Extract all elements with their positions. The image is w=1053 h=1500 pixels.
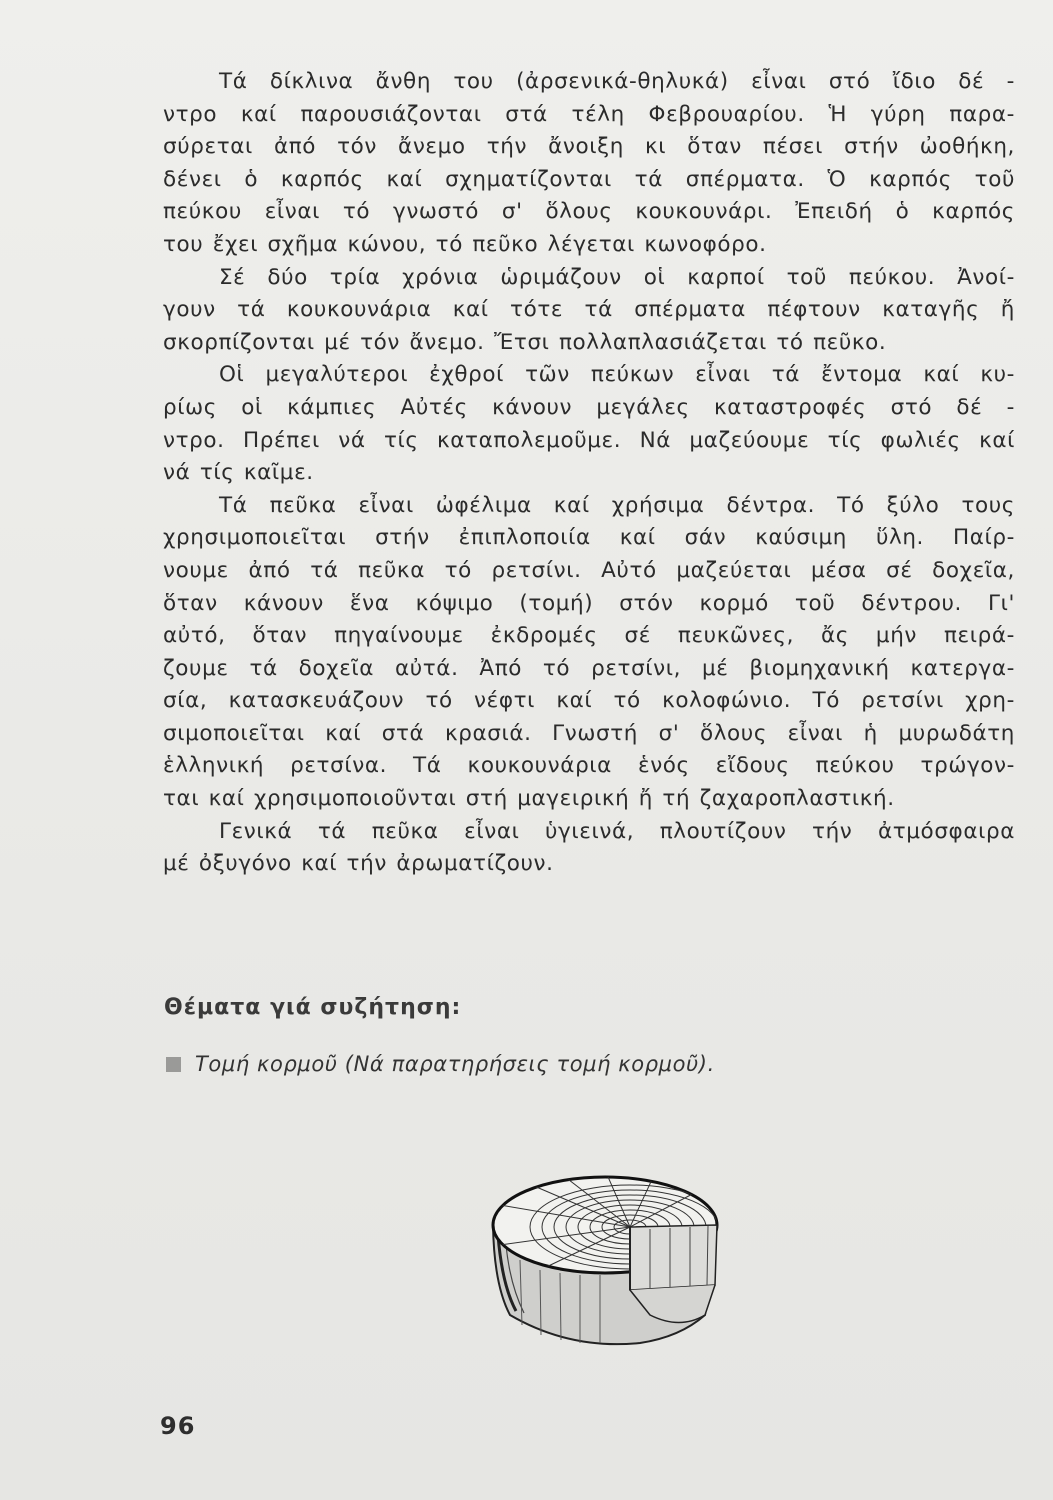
cut-wedge [630, 1225, 717, 1290]
body-line: πεύκου εἶναι τό γνωστό σ' ὅλους κουκουνάρι. Ἐπειδή ὁ καρπός [163, 199, 1015, 225]
body-line: σιμοποιεῖται καί στά κρασιά. Γνωστή σ' ὅλους εἶναι ἡ μυρωδάτη [163, 720, 1015, 746]
body-line: ζουμε τά δοχεῖα αὐτά. Ἀπό τό ρετσίνι, μέ βιομηχανική κατεργα- [163, 655, 1015, 681]
body-line: Τά πεῦκα εἶναι ὠφέλιμα καί χρήσιμα δέντρα. Τό ξύλο τους [219, 492, 1015, 518]
body-line: ὅταν κάνουν ἕνα κόψιμο (τομή) στόν κορμό τοῦ δέντρου. Γι' [163, 590, 1015, 616]
body-line: ντρο. Πρέπει νά τίς καταπολεμοῦμε. Νά μαζεύουμε τίς φωλιές καί [163, 427, 1015, 453]
body-line: σκορπίζονται μέ τόν ἄνεμο. Ἔτσι πολλαπλασιάζεται τό πεῦκο. [163, 329, 887, 355]
body-line: δένει ὁ καρπός καί σχηματίζονται τά σπέρματα. Ὁ καρπός τοῦ [163, 166, 1015, 192]
body-line: Γενικά τά πεῦκα εἶναι ὑγιεινά, πλουτίζουν τήν ἀτμόσφαιρα [219, 818, 1015, 844]
body-line: ται καί χρησιμοποιοῦνται στή μαγειρική ἤ τή ζαχαροπλαστική. [163, 786, 895, 812]
body-line: χρησιμοποιεῖται στήν ἐπιπλοποιία καί σάν καύσιμη ὕλη. Παίρ- [163, 525, 1015, 551]
body-line: σύρεται ἀπό τόν ἄνεμο τήν ἄνοιξη κι ὅταν πέσει στήν ὠοθήκη, [163, 134, 1015, 160]
discussion-heading: Θέματα γιά συζήτηση: [164, 995, 462, 1020]
square-bullet-icon [166, 1057, 181, 1072]
body-text [163, 66, 1015, 881]
body-line: ρίως οἱ κάμπιες Αὐτές κάνουν μεγάλες καταστροφές στό δέ - [163, 394, 1015, 420]
tree-trunk-cross-section-icon [480, 1165, 740, 1355]
page-number: 96 [160, 1412, 196, 1440]
discussion-item [166, 1052, 715, 1076]
body-line: γουν τά κουκουνάρια καί τότε τά σπέρματα πέφτουν καταγῆς ἤ [163, 297, 1015, 323]
discussion-item-text: Τομή κορμοῦ (Νά παρατηρήσεις τομή κορμοῦ). [195, 1052, 715, 1076]
body-line: νά τίς καῖμε. [163, 460, 314, 486]
body-line: ντρο καί παρουσιάζονται στά τέλη Φεβρουαρίου. Ἡ γύρη παρα- [163, 101, 1015, 127]
body-line: σία, κατασκευάζουν τό νέφτι καί τό κολοφώνιο. Τό ρετσίνι χρη- [163, 688, 1015, 714]
body-line: ἑλληνική ρετσίνα. Τά κουκουνάρια ἑνός εἴδους πεύκου τρώγον- [163, 753, 1015, 779]
body-line: Τά δίκλινα ἄνθη του (ἀρσενικά-θηλυκά) εἶναι στό ἴδιο δέ - [219, 69, 1015, 94]
body-line: νουμε ἀπό τά πεῦκα τό ρετσίνι. Αὐτό μαζεύεται μέσα σέ δοχεῖα, [163, 557, 1015, 583]
body-line: αὐτό, ὅταν πηγαίνουμε ἐκδρομές σέ πευκῶνες, ἄς μήν πειρά- [163, 623, 1015, 649]
body-line: Σέ δύο τρία χρόνια ὡριμάζουν οἱ καρποί τοῦ πεύκου. Ἀνοί- [219, 264, 1015, 290]
body-line: Οἱ μεγαλύτεροι ἐχθροί τῶν πεύκων εἶναι τά ἔντομα καί κυ- [219, 362, 1015, 388]
body-line: μέ ὀξυγόνο καί τήν ἀρωματίζουν. [163, 851, 554, 877]
body-line: του ἔχει σχῆμα κώνου, τό πεῦκο λέγεται κωνοφόρο. [163, 231, 767, 257]
